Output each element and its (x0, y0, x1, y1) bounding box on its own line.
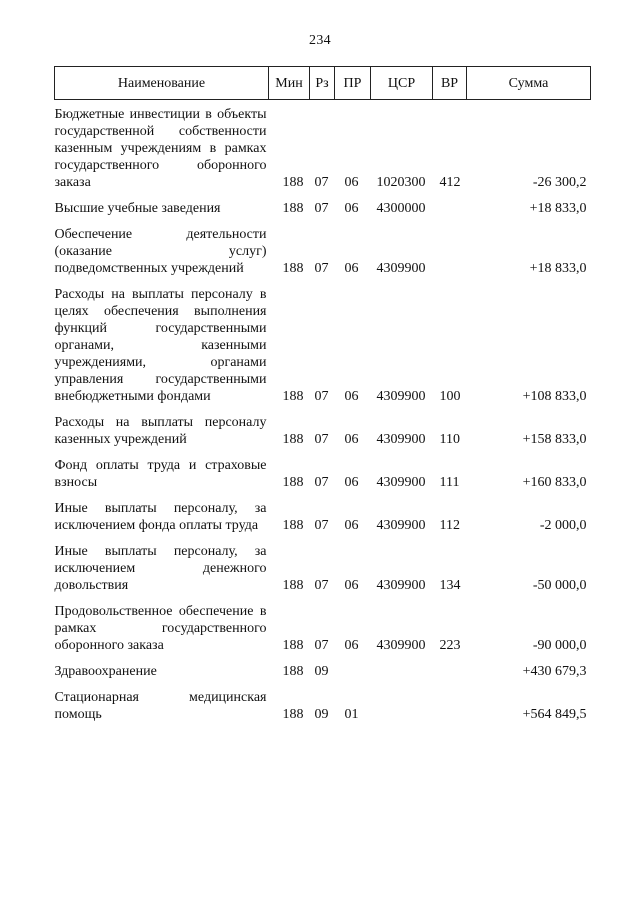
cell-sum: +564 849,5 (522, 707, 587, 722)
cell-csr: 4309900 (376, 261, 426, 276)
cell-pr: 06 (344, 389, 359, 404)
cell-min: 188 (282, 475, 304, 490)
header-pr: ПР (335, 67, 371, 100)
table-row (55, 410, 591, 453)
header-row (55, 67, 591, 100)
table-header (55, 67, 591, 100)
cell-sum: +108 833,0 (522, 389, 587, 404)
cell-csr: 4309900 (376, 638, 426, 653)
table-row (55, 496, 591, 539)
cell-vr (433, 196, 467, 222)
header-name: Наименование (55, 67, 269, 100)
table-row (55, 599, 591, 659)
cell-name: Фонд оплаты труда и страховые взносы (54, 458, 267, 490)
cell-rz: 07 (314, 261, 329, 276)
cell-vr: 134 (439, 578, 461, 593)
cell-sum: -50 000,0 (532, 578, 587, 593)
cell-sum: +18 833,0 (529, 201, 587, 216)
cell-pr (335, 659, 371, 685)
cell-min: 188 (282, 175, 304, 190)
cell-rz: 09 (314, 707, 329, 722)
header-min: Мин (269, 67, 310, 100)
cell-name: Высшие учебные заведения (54, 201, 221, 216)
cell-rz: 07 (314, 638, 329, 653)
cell-name: Расходы на выплаты персоналу в целях обеспечения выполнения функций государственными органами, казенными учреждениями, органами управления государственными внебюджетными фондами (54, 287, 267, 404)
table-row (55, 222, 591, 282)
cell-min: 188 (282, 389, 304, 404)
cell-csr: 4309900 (376, 432, 426, 447)
cell-min: 188 (282, 261, 304, 276)
cell-sum: +430 679,3 (522, 664, 587, 679)
cell-rz: 07 (314, 518, 329, 533)
table-row (55, 282, 591, 410)
cell-min: 188 (282, 707, 304, 722)
cell-vr: 112 (439, 518, 460, 533)
cell-pr: 06 (344, 518, 359, 533)
cell-csr: 4309900 (376, 475, 426, 490)
cell-rz: 09 (314, 664, 329, 679)
cell-pr: 06 (344, 175, 359, 190)
cell-vr: 223 (439, 638, 461, 653)
cell-pr: 01 (344, 707, 359, 722)
cell-pr: 06 (344, 432, 359, 447)
cell-name: Расходы на выплаты персоналу казенных учреждений (54, 415, 267, 447)
header-sum: Сумма (467, 67, 591, 100)
cell-rz: 07 (314, 389, 329, 404)
cell-sum: -90 000,0 (532, 638, 587, 653)
cell-vr: 111 (439, 475, 460, 490)
cell-name: Стационарная медицинская помощь (54, 690, 267, 722)
cell-rz: 07 (314, 175, 329, 190)
header-rz: Рз (310, 67, 335, 100)
cell-name: Иные выплаты персоналу, за исключением денежного довольствия (54, 544, 267, 593)
cell-sum: +158 833,0 (522, 432, 587, 447)
cell-vr (433, 659, 467, 685)
cell-name: Здравоохранение (54, 664, 157, 679)
cell-rz: 07 (314, 432, 329, 447)
table-row (55, 196, 591, 222)
table-row (55, 100, 591, 197)
cell-pr: 06 (344, 578, 359, 593)
cell-name: Бюджетные инвестиции в объекты государственной собственности казенным учреждениям в рамках государственного оборонного заказа (54, 107, 267, 190)
cell-csr: 1020300 (376, 175, 426, 190)
cell-csr: 4309900 (376, 578, 426, 593)
cell-min: 188 (282, 432, 304, 447)
cell-sum: -2 000,0 (539, 518, 587, 533)
cell-vr (433, 685, 467, 728)
cell-sum: +160 833,0 (522, 475, 587, 490)
cell-csr: 4309900 (376, 389, 426, 404)
cell-sum: +18 833,0 (529, 261, 587, 276)
budget-table (54, 66, 591, 728)
header-vr: ВР (433, 67, 467, 100)
cell-sum: -26 300,2 (532, 175, 587, 190)
table-row (55, 453, 591, 496)
cell-name: Обеспечение деятельности (оказание услуг) подведомственных учреждений (54, 227, 267, 276)
cell-name: Иные выплаты персоналу, за исключением фонда оплаты труда (54, 501, 267, 533)
table-row (55, 659, 591, 685)
cell-csr (371, 685, 433, 728)
table-row (55, 685, 591, 728)
table-body (55, 100, 591, 729)
cell-csr: 4309900 (376, 518, 426, 533)
cell-min: 188 (282, 638, 304, 653)
cell-rz: 07 (314, 578, 329, 593)
cell-name: Продовольственное обеспечение в рамках государственного оборонного заказа (54, 604, 267, 653)
page-number: 234 (309, 33, 331, 48)
cell-pr: 06 (344, 261, 359, 276)
cell-pr: 06 (344, 475, 359, 490)
cell-min: 188 (282, 578, 304, 593)
cell-pr: 06 (344, 638, 359, 653)
cell-pr: 06 (344, 201, 359, 216)
cell-vr: 110 (439, 432, 460, 447)
cell-rz: 07 (314, 201, 329, 216)
cell-csr: 4300000 (376, 201, 426, 216)
cell-min: 188 (282, 664, 304, 679)
table-row (55, 539, 591, 599)
cell-min: 188 (282, 518, 304, 533)
cell-rz: 07 (314, 475, 329, 490)
cell-min: 188 (282, 201, 304, 216)
cell-csr (371, 659, 433, 685)
cell-vr: 412 (439, 175, 461, 190)
cell-vr (433, 222, 467, 282)
cell-vr: 100 (439, 389, 461, 404)
header-csr: ЦСР (371, 67, 433, 100)
